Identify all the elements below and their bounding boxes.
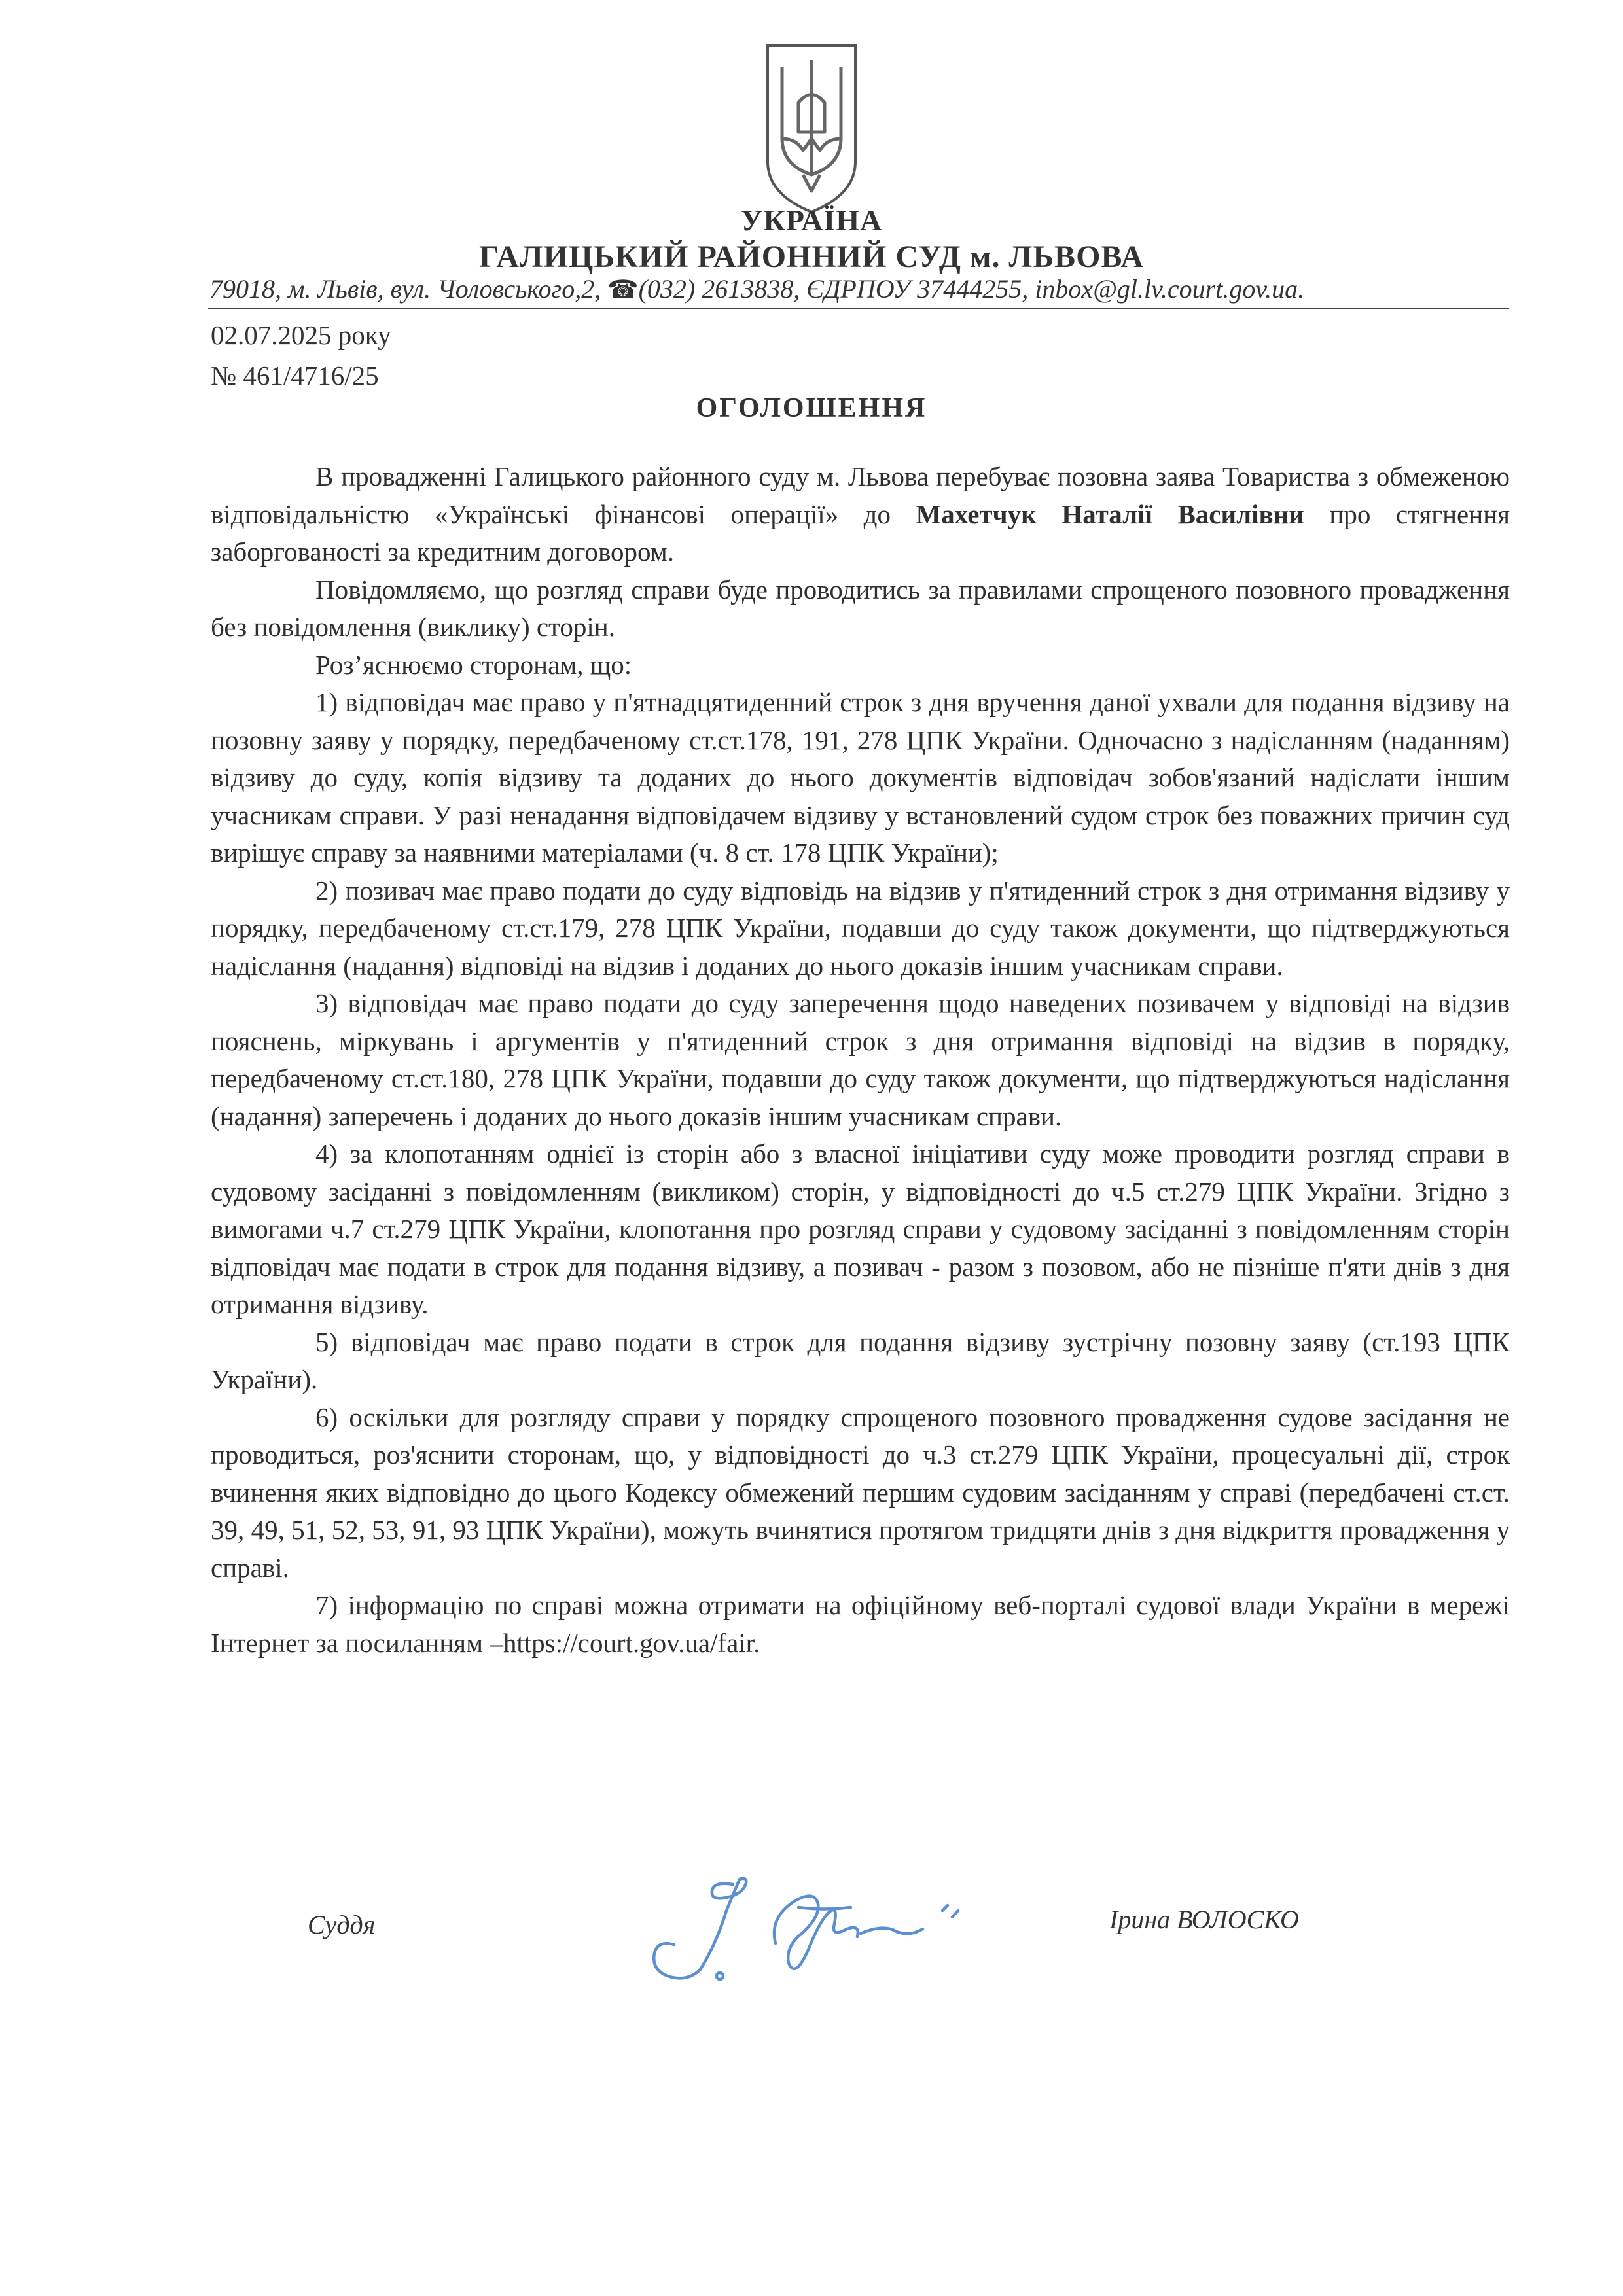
list-item-4: 4) за клопотанням однієї із сторін або з власної ініціативи суду може проводити розгляд справи в судовому засіданні з повідомленням (викликом) сторін, у відповідності до ч.5 ст.279 ЦПК України. Згідно з вимогами ч.7 ст.279 ЦПК України, клопотання про розгляд справи у судовому засіданні з повідомленням сторін відповідач має подати в строк для подання відзиву, а позивач - разом з позовом, або не пізніше п'яти днів з дня отримання відзиву.: [211, 1139, 1510, 1319]
paragraph-explanation: Роз’яснюємо сторонам, що:: [315, 649, 632, 680]
list-item-3: 3) відповідач має право подати до суду заперечення щодо наведених позивачем у відповіді на відзив пояснень, міркувань і аргументів у п'ятиденний строк з дня отримання відповіді на відзив в порядку, передбаченому ст.ст.180, 278 ЦПК України, подавши до суду також документи, що підтверджуються надіслання (надання) заперечень і доданих до нього доказів іншим учасникам справи.: [211, 988, 1510, 1131]
document-date: 02.07.2025 року: [211, 320, 391, 350]
list-item-1: 1) відповідач має право у п'ятнадцятиденний строк з дня вручення даної ухвали для подання відзиву на позовну заяву у порядку, передбаченому ст.ст.178, 191, 278 ЦПК України. Одночасно з надісланням (наданням) відзиву до суду, копія відзиву та доданих до нього документів відповідач зобов'язаний надіслати іншим учасникам справи. У разі ненадання відповідачем відзиву у встановлений судом строк без поважних причин суд вирішує справу за наявними матеріалами (ч. 8 ст. 178 ЦПК України);: [211, 687, 1510, 868]
judge-role: Суддя: [308, 1910, 376, 1939]
intro-text-a: В провадженні Галицького районного суду м. Львова перебуває позовна заява Товариства з обмеженою відповідальністю «Українські фінансові операції» до: [211, 461, 1510, 529]
list-item-6: 6) оскільки для розгляду справи у порядку спрощеного позовного провадження судове засідання не проводиться, роз'яснити сторонам, що, у відповідності до ч.3 ст.279 ЦПК України, процесуальні дії, строк вчинення яких відповідно до цього Кодексу обмежений першим судовим засіданням у справі (передбачені ст.ст. 39, 49, 51, 52, 53, 91, 93 ЦПК України), можуть вчинятися протягом тридцяти днів з дня відкриття провадження у справі.: [211, 1402, 1510, 1583]
list-item-2: 2) позивач має право подати до суду відповідь на відзив у п'ятиденний строк з дня отримання відзиву у порядку, передбаченому ст.ст.179, 278 ЦПК України, подавши до суду також документи, що підтверджуються надіслання (надання) відповіді на відзив і доданих до нього доказів іншим учасникам справи.: [211, 875, 1510, 981]
handwritten-signature: [635, 1871, 988, 1989]
paragraph-procedure: Повідомляємо, що розгляд справи буде проводитись за правилами спрощеного позовного провадження без повідомлення (виклику) сторін.: [211, 574, 1510, 642]
court-name: ГАЛИЦЬКИЙ РАЙОННИЙ СУД м. ЛЬВОВА: [478, 239, 1145, 274]
header-divider: [208, 308, 1509, 309]
intro-text-b: про стягнення заборгованості за кредитним договором.: [211, 499, 1510, 567]
defendant-name: Махетчук Наталії Василівни: [916, 499, 1304, 529]
trident-emblem-icon: [762, 41, 861, 217]
document-body: [211, 458, 1510, 1662]
paragraph-intro: [211, 458, 1510, 571]
address-part-2: (032) 2613838, ЄДРПОУ 37444255, inbox@gl.lv.court.gov.ua.: [638, 274, 1305, 304]
list-item-5: 5) відповідач має право подати в строк для подання відзиву зустрічну позовну заяву (ст.193 ЦПК України).: [211, 1326, 1510, 1394]
document-title: ОГОЛОШЕННЯ: [696, 393, 927, 423]
country-title: УКРАЇНА: [740, 203, 883, 237]
phone-icon: ☎: [607, 276, 639, 304]
judge-name: Ірина ВОЛОСКО: [1109, 1905, 1299, 1934]
list-item-7: 7) інформацію по справі можна отримати на офіційному веб-порталі судової влади України в мережі Інтернет за посиланням –https://court.gov.ua/fair.: [211, 1590, 1510, 1658]
court-address: [209, 274, 1505, 304]
case-number: № 461/4716/25: [211, 361, 379, 391]
address-part-1: 79018, м. Львів, вул. Чоловського,2,: [209, 274, 608, 304]
signature-block: [0, 1871, 1623, 2002]
